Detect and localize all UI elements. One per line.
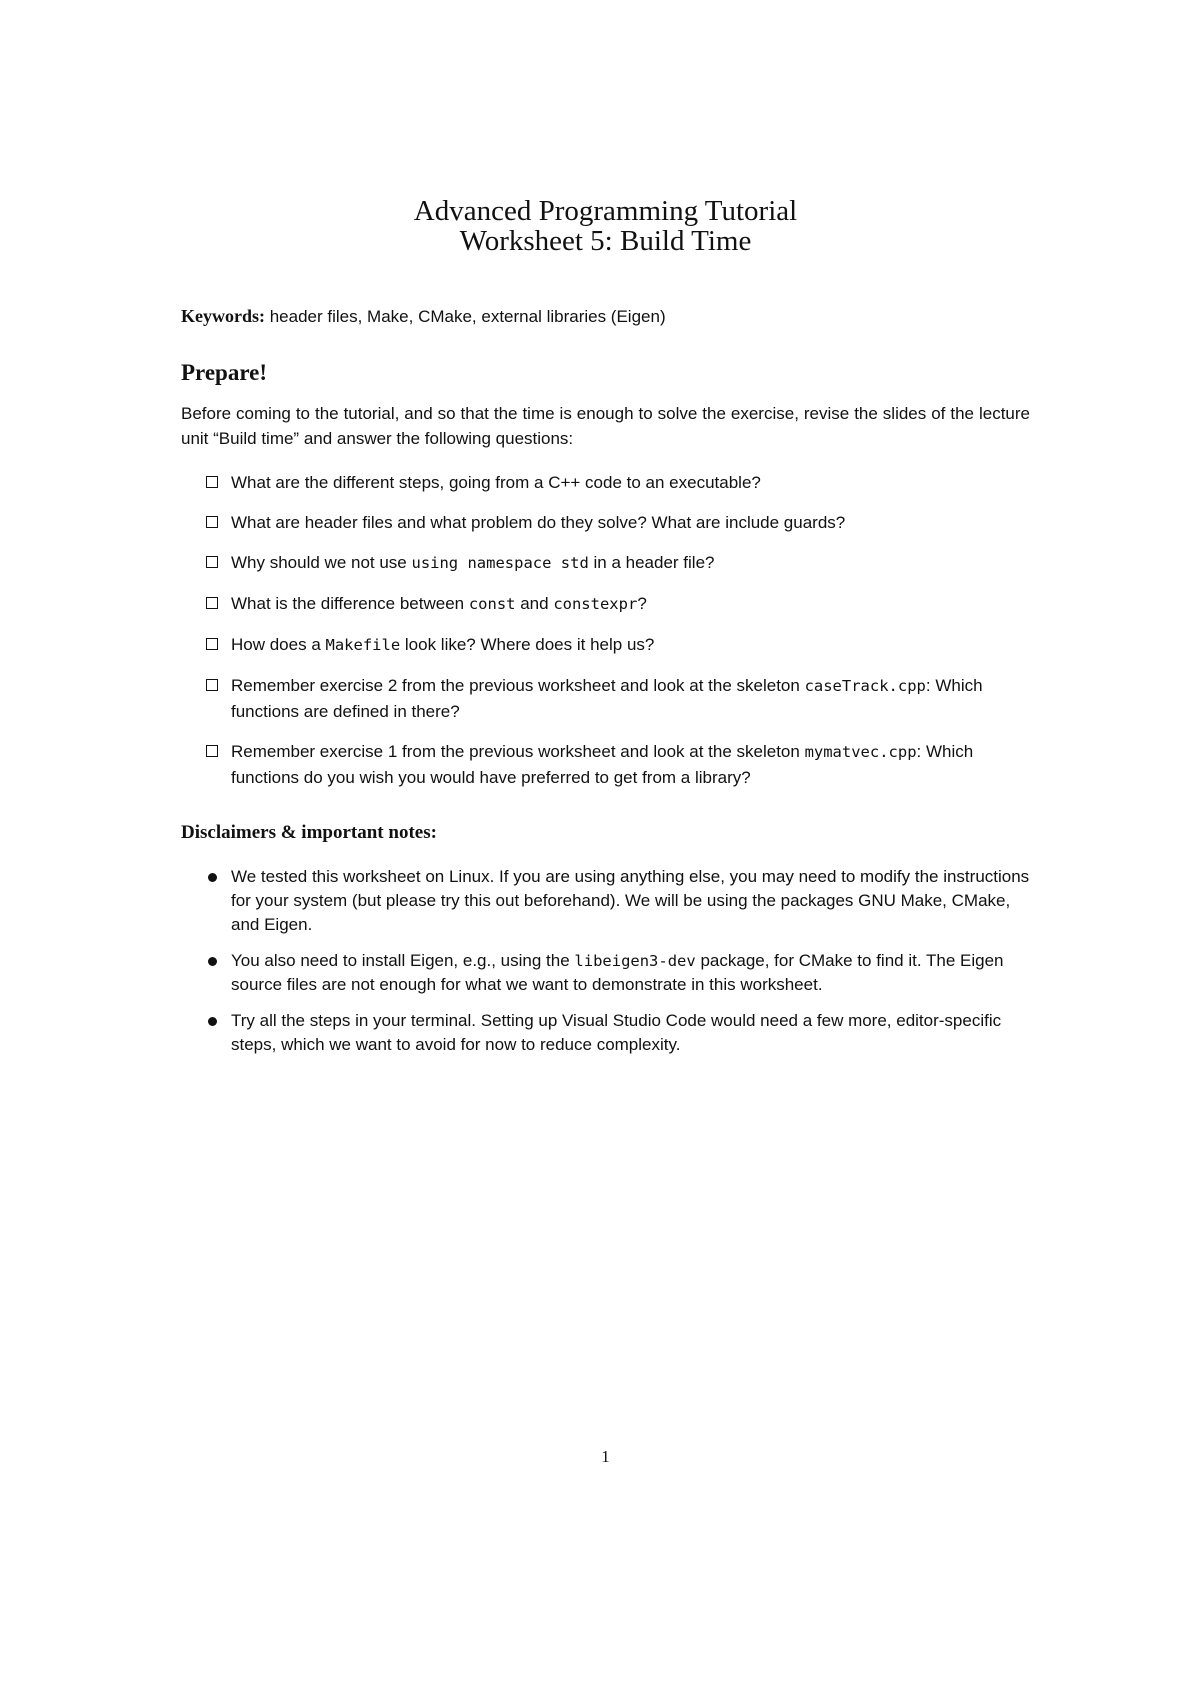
checklist-item bbox=[206, 550, 1030, 576]
disclaimers-heading: Disclaimers & important notes: bbox=[181, 822, 437, 843]
checklist-item-text: ? bbox=[637, 594, 647, 613]
note-item bbox=[206, 865, 1030, 937]
checklist-item-text: What are header files and what problem do they solve? What are include guards? bbox=[231, 513, 846, 532]
note-item-text: Try all the steps in your terminal. Setting up Visual Studio Code would need a few more, editor-specific steps, which we want to avoid for now to reduce complexity. bbox=[231, 1011, 1002, 1054]
checklist-item-text: in a header file? bbox=[588, 553, 715, 572]
checklist-item bbox=[206, 632, 1030, 658]
checklist-item-text: Why should we not use bbox=[231, 553, 412, 572]
keywords-line bbox=[181, 306, 666, 327]
note-item bbox=[206, 1009, 1030, 1057]
checklist-item-text: and bbox=[515, 594, 554, 613]
checklist-item-text: What is the difference between bbox=[231, 594, 469, 613]
checklist-item bbox=[206, 673, 1030, 724]
prepare-intro: Before coming to the tutorial, and so that the time is enough to solve the exercise, revise the slides of the lecture unit “Build time” and answer the following questions: bbox=[181, 404, 1030, 448]
code-snippet: constexpr bbox=[553, 595, 638, 613]
page-number: 1 bbox=[601, 1447, 610, 1466]
checkbox-icon bbox=[206, 638, 218, 650]
checklist-item-text: Remember exercise 1 from the previous worksheet and look at the skeleton bbox=[231, 742, 805, 761]
checkbox-icon bbox=[206, 516, 218, 528]
note-item-text: We tested this worksheet on Linux. If you are using anything else, you may need to modify the instructions for your system (but please try this out beforehand). We will be using the packages GNU Make, CMake, and Eigen. bbox=[231, 867, 1030, 934]
note-item-text: You also need to install Eigen, e.g., using the bbox=[231, 951, 575, 970]
checklist-item bbox=[206, 739, 1030, 790]
checklist-item-text: What are the different steps, going from a C++ code to an executable? bbox=[231, 473, 761, 492]
checklist-item bbox=[206, 510, 1030, 535]
title-line-2: Worksheet 5: Build Time bbox=[459, 225, 752, 257]
bullet-icon bbox=[208, 1017, 217, 1026]
checkbox-icon bbox=[206, 745, 218, 757]
checklist-item-text: : Which functions do you wish you would have preferred to get from a library? bbox=[231, 742, 974, 787]
code-snippet: caseTrack.cpp bbox=[804, 677, 926, 695]
document-title bbox=[181, 196, 1030, 256]
checklist-item-text: : Which functions are defined in there? bbox=[231, 676, 983, 721]
checklist-item-text: look like? Where does it help us? bbox=[400, 635, 655, 654]
checkbox-icon bbox=[206, 556, 218, 568]
code-snippet: Makefile bbox=[325, 636, 401, 654]
prepare-checklist bbox=[206, 470, 1030, 805]
checklist-item bbox=[206, 591, 1030, 617]
note-item-text: package, for CMake to find it. The Eigen source files are not enough for what we want to demonstrate in this worksheet. bbox=[231, 951, 1004, 994]
checkbox-icon bbox=[206, 679, 218, 691]
keywords-label: Keywords: bbox=[181, 306, 265, 326]
disclaimers-list bbox=[206, 865, 1030, 1069]
checklist-item bbox=[206, 470, 1030, 495]
checkbox-icon bbox=[206, 597, 218, 609]
title-line-1: Advanced Programming Tutorial bbox=[413, 195, 798, 227]
keywords-text: header files, Make, CMake, external libraries (Eigen) bbox=[265, 307, 666, 326]
code-snippet: libeigen3-dev bbox=[574, 952, 696, 970]
code-snippet: using namespace std bbox=[411, 554, 589, 572]
code-snippet: const bbox=[468, 595, 516, 613]
checklist-item-text: Remember exercise 2 from the previous worksheet and look at the skeleton bbox=[231, 676, 805, 695]
bullet-icon bbox=[208, 873, 217, 882]
note-item bbox=[206, 949, 1030, 997]
code-snippet: mymatvec.cpp bbox=[804, 743, 917, 761]
checkbox-icon bbox=[206, 476, 218, 488]
bullet-icon bbox=[208, 957, 217, 966]
checklist-item-text: How does a bbox=[231, 635, 326, 654]
prepare-heading: Prepare! bbox=[181, 360, 268, 385]
